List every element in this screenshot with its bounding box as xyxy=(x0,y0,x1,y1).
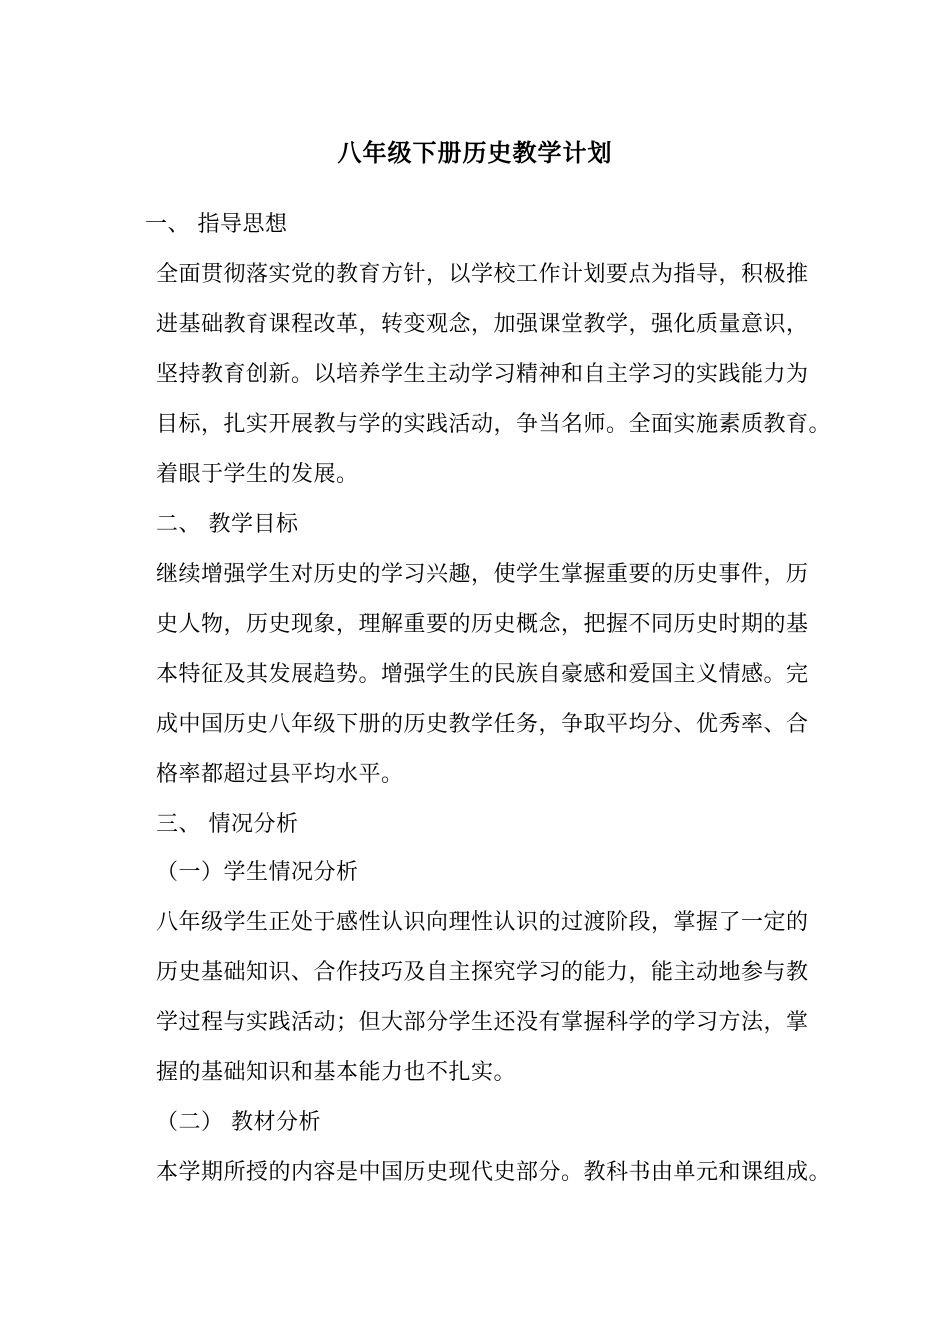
paragraph-line: 学过程与实践活动；但大部分学生还没有掌握科学的学习方法，掌 xyxy=(156,1010,809,1035)
subsection-heading-textbook-analysis: （二） 教材分析 xyxy=(156,1110,321,1135)
paragraph-line: 进基础教育课程改革，转变观念，加强课堂教学，强化质量意识， xyxy=(156,312,809,337)
section-heading-situation-analysis: 三、 情况分析 xyxy=(156,812,299,837)
paragraph-line: 握的基础知识和基本能力也不扎实。 xyxy=(156,1060,517,1085)
paragraph-line: 继续增强学生对历史的学习兴趣，使学生掌握重要的历史事件，历 xyxy=(156,562,809,587)
section-heading-teaching-goals: 二、 教学目标 xyxy=(156,512,299,537)
paragraph-line: 历史基础知识、合作技巧及自主探究学习的能力，能主动地参与教 xyxy=(156,960,809,985)
paragraph-line: 着眼于学生的发展。 xyxy=(156,462,359,487)
paragraph-line: 本特征及其发展趋势。增强学生的民族自豪感和爱国主义情感。完 xyxy=(156,662,809,687)
paragraph-line: 目标，扎实开展教与学的实践活动，争当名师。全面实施素质教育。 xyxy=(156,412,832,437)
paragraph-line: 全面贯彻落实党的教育方针，以学校工作计划要点为指导，积极推 xyxy=(156,262,809,287)
paragraph-line: 本学期所授的内容是中国历史现代史部分。教科书由单元和课组成。 xyxy=(156,1160,832,1185)
paragraph-line: 八年级学生正处于感性认识向理性认识的过渡阶段，掌握了一定的 xyxy=(156,910,809,935)
paragraph-line: 坚持教育创新。以培养学生主动学习精神和自主学习的实践能力为 xyxy=(156,362,809,387)
document-title: 八年级下册历史教学计划 xyxy=(337,138,613,167)
paragraph-line: 史人物，历史现象，理解重要的历史概念，把握不同历史时期的基 xyxy=(156,612,809,637)
subsection-heading-student-analysis: （一）学生情况分析 xyxy=(156,860,359,885)
section-heading-guiding-ideology: 一、 指导思想 xyxy=(145,212,288,237)
paragraph-line: 成中国历史八年级下册的历史教学任务，争取平均分、优秀率、合 xyxy=(156,712,809,737)
paragraph-line: 格率都超过县平均水平。 xyxy=(156,762,404,787)
